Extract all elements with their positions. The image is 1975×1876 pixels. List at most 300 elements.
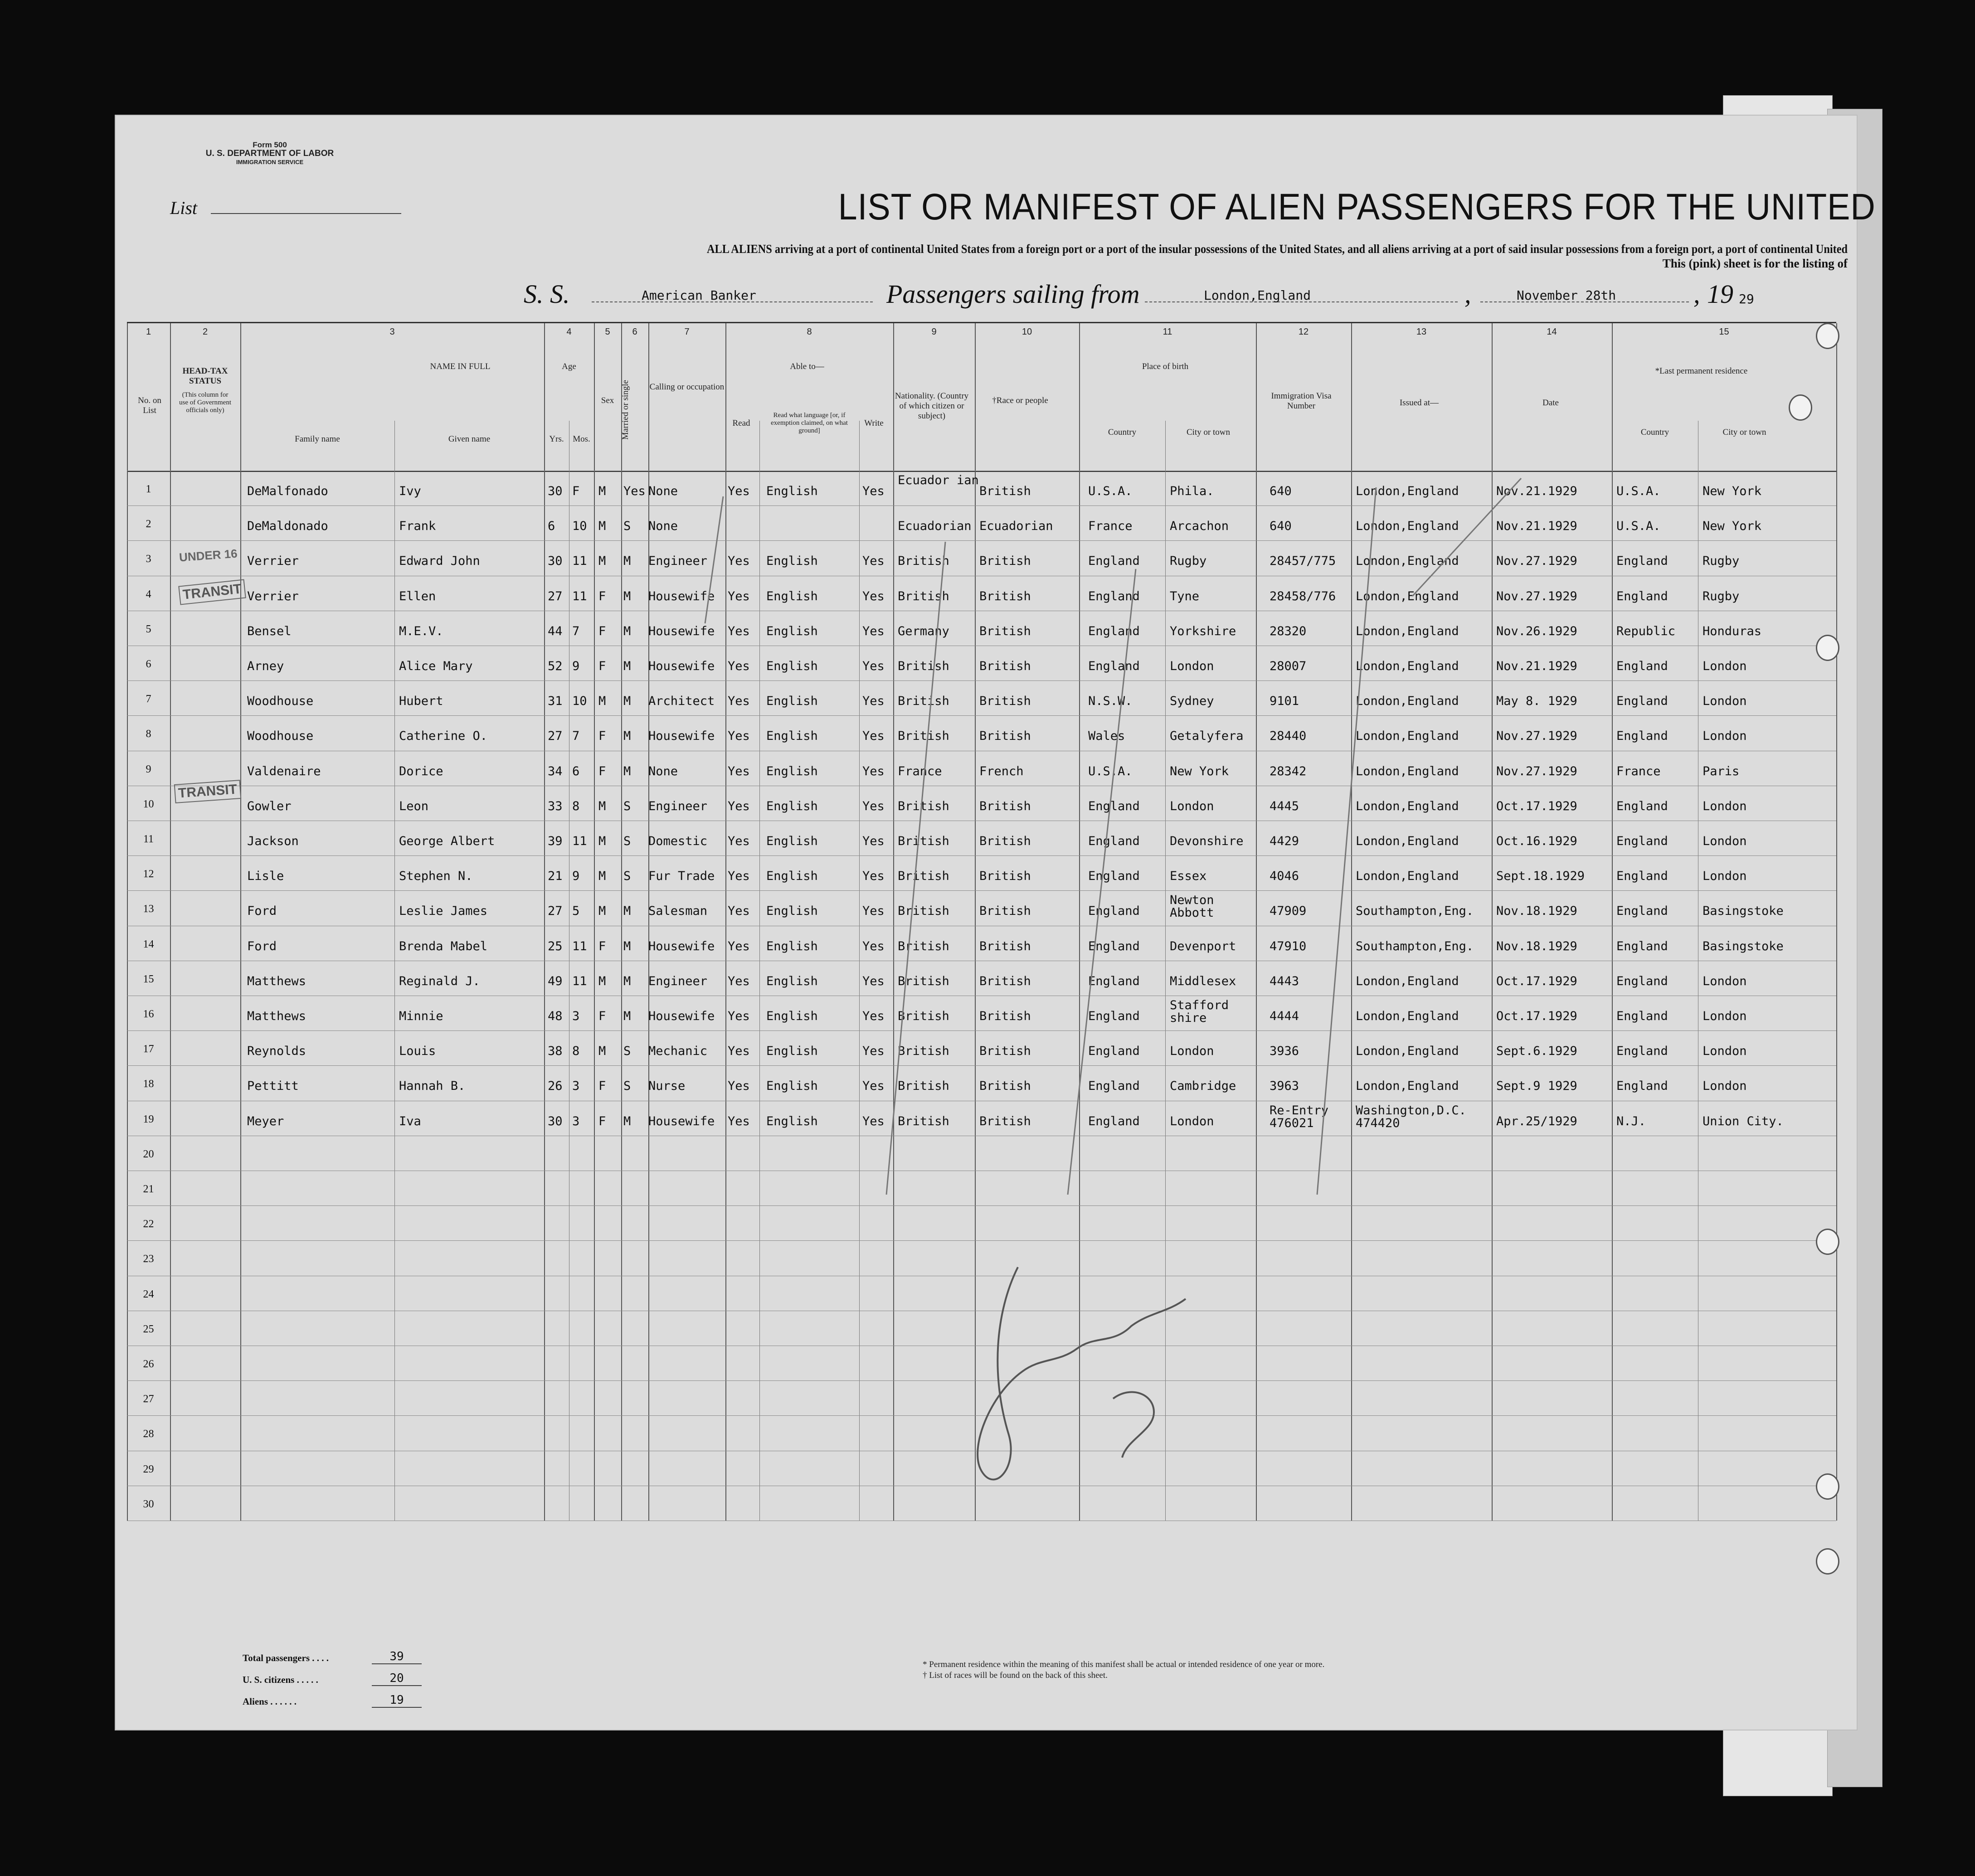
page-title: LIST OR MANIFEST OF ALIEN PASSENGERS FOR THE UNITED — [838, 186, 1876, 228]
age-months-cell: 11 — [572, 589, 587, 603]
column-rule — [1612, 323, 1613, 1521]
age-months-cell: 11 — [572, 974, 587, 988]
us-citizens-label: U. S. citizens . . . . . — [243, 1674, 318, 1685]
total-passengers-value: 39 — [372, 1650, 422, 1664]
age-years-cell: 48 — [548, 1009, 563, 1023]
row-number: 27 — [143, 1393, 154, 1405]
nationality-cell: British — [898, 1009, 949, 1023]
birth-country-cell: England — [1088, 1114, 1140, 1128]
read-language-cell: English — [766, 694, 818, 709]
birth-country-cell: U.S.A. — [1088, 764, 1133, 778]
birth-city-cell: Phila. — [1170, 484, 1214, 498]
issue-date-cell: Nov.21.1929 — [1496, 484, 1577, 498]
sex-cell: F — [598, 1079, 606, 1094]
read-language-cell: English — [766, 869, 818, 884]
birth-country-cell: England — [1088, 589, 1140, 603]
occupation-cell: Fur Trade — [648, 869, 715, 884]
visa-number-cell: 4443 — [1270, 974, 1299, 988]
row-number: 11 — [143, 833, 154, 845]
row-number: 8 — [146, 728, 151, 740]
issue-date-cell: Apr.25/1929 — [1496, 1114, 1577, 1128]
visa-number-cell: 28342 — [1270, 764, 1307, 778]
birth-country-cell: N.S.W. — [1088, 694, 1133, 709]
row-rule — [127, 1205, 1836, 1206]
read-language-cell: English — [766, 624, 818, 638]
can-read-cell: Yes — [728, 799, 750, 813]
residence-city-cell: Union City. — [1703, 1114, 1784, 1128]
header-date: Date — [1542, 398, 1559, 408]
column-number: 10 — [1022, 327, 1032, 337]
visa-number-cell: 9101 — [1270, 694, 1299, 709]
read-language-cell: English — [766, 659, 818, 673]
residence-city-cell: Rugby — [1703, 554, 1740, 569]
nationality-cell: British — [898, 974, 949, 988]
can-write-cell: Yes — [862, 1044, 885, 1059]
age-months-cell: F — [572, 484, 580, 498]
read-language-cell: English — [766, 764, 818, 778]
column-number: 3 — [389, 327, 395, 337]
age-years-cell: 44 — [548, 624, 563, 638]
issue-date-cell: Nov.27.1929 — [1496, 589, 1577, 603]
marital-status-cell: M — [623, 904, 631, 919]
can-read-cell: Yes — [728, 869, 750, 884]
issue-date-cell: Nov.21.1929 — [1496, 659, 1577, 673]
residence-country-cell: U.S.A. — [1616, 484, 1661, 498]
residence-city-cell: London — [1703, 1009, 1747, 1023]
nationality-cell: British — [898, 694, 949, 709]
residence-country-cell: England — [1616, 904, 1668, 919]
row-number: 19 — [143, 1113, 154, 1125]
occupation-cell: Engineer — [648, 554, 708, 569]
race-cell: French — [979, 764, 1024, 778]
issued-at-cell: London,England — [1356, 589, 1459, 603]
marital-status-cell: M — [623, 554, 631, 569]
occupation-cell: None — [648, 764, 678, 778]
age-months-cell: 9 — [572, 869, 580, 884]
birth-city-cell: Getalyfera — [1170, 729, 1244, 744]
sex-cell: M — [598, 834, 606, 848]
residence-country-cell: England — [1616, 939, 1668, 953]
residence-country-cell: France — [1616, 764, 1661, 778]
column-number: 5 — [605, 327, 610, 337]
footnote-residence: * Permanent residence within the meaning of this manifest shall be actual or intended residence of one year or more. — [923, 1660, 1325, 1669]
residence-city-cell: London — [1703, 1079, 1747, 1094]
issued-at-cell: London,England — [1356, 624, 1459, 638]
given-name-cell: Stephen N. — [399, 869, 473, 884]
binder-hole — [1816, 1229, 1839, 1255]
sex-cell: F — [598, 624, 606, 638]
family-name-cell: Matthews — [247, 974, 306, 988]
family-name-cell: Arney — [247, 659, 284, 673]
occupation-cell: Salesman — [648, 904, 708, 919]
issue-date-cell: Sept.6.1929 — [1496, 1044, 1577, 1059]
manifest-table — [127, 322, 1836, 1593]
can-read-cell: Yes — [728, 484, 750, 498]
race-cell: British — [979, 484, 1031, 498]
birth-country-cell: England — [1088, 904, 1140, 919]
visa-number-cell: 640 — [1270, 484, 1292, 498]
subtitle-line-2: This (pink) sheet is for the listing of — [1662, 257, 1848, 270]
family-name-cell: Gowler — [247, 799, 292, 813]
race-cell: British — [979, 729, 1031, 744]
birth-city-cell: Rugby — [1170, 554, 1207, 569]
sex-cell: M — [598, 484, 606, 498]
age-months-cell: 8 — [572, 799, 580, 813]
residence-country-cell: England — [1616, 589, 1668, 603]
column-number: 11 — [1163, 327, 1172, 337]
header-head-tax-note: (This column for use of Government officials only) — [179, 391, 231, 414]
year-suffix: 29 — [1739, 292, 1754, 306]
residence-country-cell: England — [1616, 974, 1668, 988]
issued-at-cell: Southampton,Eng. — [1356, 904, 1474, 919]
sex-cell: M — [598, 904, 606, 919]
read-language-cell: English — [766, 554, 818, 569]
age-years-cell: 25 — [548, 939, 563, 953]
issued-at-cell: London,England — [1356, 729, 1459, 744]
manifest-sheet — [116, 116, 1876, 1730]
header-birth-city: City or town — [1186, 428, 1231, 437]
read-language-cell: English — [766, 589, 818, 603]
issued-at-cell: London,England — [1356, 764, 1459, 778]
header-birth-country: Country — [1108, 428, 1137, 437]
age-years-cell: 38 — [548, 1044, 563, 1059]
column-number: 6 — [632, 327, 637, 337]
header-age: Age — [562, 362, 576, 371]
occupation-cell: Mechanic — [648, 1044, 708, 1059]
can-read-cell: Yes — [728, 1009, 750, 1023]
issue-date-cell: Oct.16.1929 — [1496, 834, 1577, 848]
nationality-cell: British — [898, 869, 949, 884]
header-no-on-list: No. on List — [138, 396, 161, 415]
header-visa-number: Immigration Visa Number — [1271, 391, 1332, 411]
row-number: 29 — [143, 1463, 154, 1475]
nationality-cell: British — [898, 554, 949, 569]
visa-number-cell: 3963 — [1270, 1079, 1299, 1094]
birth-city-cell: Yorkshire — [1170, 624, 1236, 638]
birth-country-cell: England — [1088, 659, 1140, 673]
header-given-name: Given name — [448, 434, 491, 444]
row-rule — [127, 1065, 1836, 1066]
marital-status-cell: Yes — [623, 484, 646, 498]
read-language-cell: English — [766, 484, 818, 498]
nationality-cell: British — [898, 904, 949, 919]
birth-city-cell: London — [1170, 799, 1214, 813]
marital-status-cell: S — [623, 519, 631, 534]
column-number: 2 — [202, 327, 208, 337]
column-rule — [893, 323, 894, 1521]
can-read-cell: Yes — [728, 904, 750, 919]
family-name-cell: Lisle — [247, 869, 284, 884]
nationality-cell: British — [898, 799, 949, 813]
column-rule — [170, 323, 171, 1521]
birth-city-cell: Newton Abbott — [1170, 893, 1214, 920]
header-family-name: Family name — [295, 434, 340, 444]
age-months-cell: 8 — [572, 1044, 580, 1059]
row-rule — [127, 1240, 1836, 1241]
sex-cell: F — [598, 659, 606, 673]
age-months-cell: 3 — [572, 1009, 580, 1023]
family-name-cell: Verrier — [247, 554, 299, 569]
age-months-cell: 7 — [572, 624, 580, 638]
residence-country-cell: U.S.A. — [1616, 519, 1661, 534]
nationality-cell: Germany — [898, 624, 949, 638]
marital-status-cell: S — [623, 1044, 631, 1059]
given-name-cell: George Albert — [399, 834, 495, 848]
marital-status-cell: S — [623, 1079, 631, 1094]
issued-at-cell: London,England — [1356, 659, 1459, 673]
sub-column-rule — [394, 421, 395, 1521]
issue-date-cell: Oct.17.1929 — [1496, 974, 1577, 988]
can-read-cell: Yes — [728, 729, 750, 744]
stamp-under-16: UNDER 16 — [179, 546, 238, 564]
occupation-cell: Engineer — [648, 974, 708, 988]
given-name-cell: Leon — [399, 799, 429, 813]
can-read-cell: Yes — [728, 834, 750, 848]
visa-number-cell: 4046 — [1270, 869, 1299, 884]
form-identifier — [179, 141, 360, 166]
birth-country-cell: Wales — [1088, 729, 1125, 744]
row-number: 16 — [143, 1008, 154, 1020]
visa-number-cell: 4445 — [1270, 799, 1299, 813]
age-years-cell: 27 — [548, 729, 563, 744]
header-write: Write — [864, 418, 884, 428]
issued-at-cell: London,England — [1356, 1079, 1459, 1094]
age-months-cell: 11 — [572, 939, 587, 953]
issued-at-cell: London,England — [1356, 1044, 1459, 1059]
race-cell: British — [979, 659, 1031, 673]
birth-city-cell: Devenport — [1170, 939, 1236, 953]
row-number: 10 — [143, 798, 154, 810]
age-months-cell: 3 — [572, 1114, 580, 1128]
birth-country-cell: England — [1088, 1009, 1140, 1023]
age-years-cell: 30 — [548, 554, 563, 569]
birth-country-cell: France — [1088, 519, 1133, 534]
visa-number-cell: 28457/775 — [1270, 554, 1336, 569]
residence-city-cell: London — [1703, 694, 1747, 709]
binder-hole — [1816, 323, 1839, 349]
age-years-cell: 21 — [548, 869, 563, 884]
issue-date-cell: Sept.9 1929 — [1496, 1079, 1577, 1094]
residence-country-cell: England — [1616, 799, 1668, 813]
age-months-cell: 11 — [572, 834, 587, 848]
age-years-cell: 34 — [548, 764, 563, 778]
issue-date-cell: Nov.27.1929 — [1496, 764, 1577, 778]
nationality-cell: France — [898, 764, 942, 778]
column-rule — [648, 323, 649, 1521]
marital-status-cell: M — [623, 939, 631, 953]
birth-city-cell: London — [1170, 1044, 1214, 1059]
column-rule — [1256, 323, 1257, 1521]
birth-country-cell: England — [1088, 624, 1140, 638]
read-language-cell: English — [766, 834, 818, 848]
birth-country-cell: England — [1088, 554, 1140, 569]
aliens-label: Aliens . . . . . . — [243, 1696, 297, 1707]
can-write-cell: Yes — [862, 904, 885, 919]
header-last-residence: *Last permanent residence — [1655, 366, 1748, 376]
occupation-cell: Architect — [648, 694, 715, 709]
row-number: 2 — [146, 518, 151, 530]
residence-country-cell: England — [1616, 1044, 1668, 1059]
comma-2: , — [1693, 279, 1700, 309]
issue-date-cell: Nov.27.1929 — [1496, 554, 1577, 569]
nationality-cell: British — [898, 834, 949, 848]
occupation-cell: Domestic — [648, 834, 708, 848]
marital-status-cell: M — [623, 1114, 631, 1128]
residence-city-cell: Honduras — [1703, 624, 1762, 638]
ss-label: S. S. — [524, 279, 570, 309]
residence-city-cell: New York — [1703, 484, 1762, 498]
issued-at-cell: London,England — [1356, 1009, 1459, 1023]
column-number: 1 — [146, 327, 151, 337]
visa-number-cell: 4429 — [1270, 834, 1299, 848]
race-cell: British — [979, 974, 1031, 988]
footnotes — [923, 1659, 1324, 1681]
departure-port: London,England — [1204, 288, 1311, 303]
marital-status-cell: S — [623, 799, 631, 813]
sex-cell: F — [598, 589, 606, 603]
family-name-cell: Jackson — [247, 834, 299, 848]
occupation-cell: Housewife — [648, 624, 715, 638]
occupation-cell: None — [648, 519, 678, 534]
nationality-cell: British — [898, 659, 949, 673]
given-name-cell: Ivy — [399, 484, 421, 498]
residence-city-cell: London — [1703, 869, 1747, 884]
header-nationality: Nationality. (Country of which citizen or subject) — [895, 391, 969, 421]
residence-country-cell: Republic — [1616, 624, 1676, 638]
department-name: U. S. DEPARTMENT OF LABOR — [205, 149, 334, 158]
can-write-cell: Yes — [862, 589, 885, 603]
service-name: IMMIGRATION SERVICE — [236, 159, 304, 165]
issue-date-cell: Nov.26.1929 — [1496, 624, 1577, 638]
column-rule — [240, 323, 241, 1521]
row-number: 7 — [146, 693, 151, 705]
race-cell: British — [979, 834, 1031, 848]
residence-city-cell: New York — [1703, 519, 1762, 534]
form-number: Form 500 — [253, 141, 287, 149]
can-write-cell: Yes — [862, 834, 885, 848]
row-rule — [127, 715, 1836, 716]
race-cell: British — [979, 1079, 1031, 1094]
table-header — [127, 323, 1836, 472]
residence-country-cell: England — [1616, 1009, 1668, 1023]
read-language-cell: English — [766, 939, 818, 953]
header-res-country: Country — [1640, 428, 1669, 437]
comma-1: , — [1464, 279, 1471, 309]
binder-hole — [1816, 1548, 1839, 1575]
issued-at-cell: London,England — [1356, 799, 1459, 813]
row-rule — [127, 1415, 1836, 1416]
age-months-cell: 10 — [572, 519, 587, 534]
race-cell: British — [979, 869, 1031, 884]
can-write-cell: Yes — [862, 764, 885, 778]
age-years-cell: 52 — [548, 659, 563, 673]
sex-cell: M — [598, 1044, 606, 1059]
family-name-cell: Woodhouse — [247, 729, 314, 744]
residence-country-cell: England — [1616, 554, 1668, 569]
issue-date-cell: Oct.17.1929 — [1496, 1009, 1577, 1023]
can-write-cell: Yes — [862, 1079, 885, 1094]
column-number: 15 — [1719, 327, 1729, 337]
nationality-cell: Ecuador ian — [898, 473, 979, 487]
row-number: 12 — [143, 868, 154, 880]
row-number: 9 — [146, 763, 151, 775]
column-number: 8 — [807, 327, 812, 337]
sex-cell: M — [598, 694, 606, 709]
header-race: †Race or people — [992, 396, 1048, 405]
marital-status-cell: M — [623, 694, 631, 709]
can-write-cell: Yes — [862, 554, 885, 569]
age-months-cell: 10 — [572, 694, 587, 709]
family-name-cell: Ford — [247, 904, 277, 919]
sailing-date: November 28th — [1517, 288, 1616, 303]
residence-city-cell: Rugby — [1703, 589, 1740, 603]
birth-country-cell: England — [1088, 869, 1140, 884]
residence-city-cell: London — [1703, 659, 1747, 673]
given-name-cell: Edward John — [399, 554, 480, 569]
column-rule — [1492, 323, 1493, 1521]
sex-cell: F — [598, 764, 606, 778]
column-number: 13 — [1416, 327, 1427, 337]
nationality-cell: British — [898, 1044, 949, 1059]
sex-cell: M — [598, 519, 606, 534]
sex-cell: F — [598, 1114, 606, 1128]
residence-city-cell: London — [1703, 729, 1747, 744]
birth-city-cell: London — [1170, 659, 1214, 673]
read-language-cell: English — [766, 799, 818, 813]
can-read-cell: Yes — [728, 659, 750, 673]
occupation-cell: None — [648, 484, 678, 498]
can-write-cell: Yes — [862, 694, 885, 709]
header-mos: Mos. — [573, 434, 590, 444]
row-number: 20 — [143, 1148, 154, 1160]
can-read-cell: Yes — [728, 1114, 750, 1128]
header-place-of-birth: Place of birth — [1142, 362, 1189, 371]
read-language-cell: English — [766, 1009, 818, 1023]
race-cell: British — [979, 694, 1031, 709]
residence-city-cell: London — [1703, 1044, 1747, 1059]
age-months-cell: 6 — [572, 764, 580, 778]
issue-date-cell: Nov.18.1929 — [1496, 939, 1577, 953]
issued-at-cell: London,England — [1356, 484, 1459, 498]
residence-city-cell: Paris — [1703, 764, 1740, 778]
marital-status-cell: M — [623, 729, 631, 744]
given-name-cell: Reginald J. — [399, 974, 480, 988]
can-write-cell: Yes — [862, 974, 885, 988]
row-number: 4 — [146, 588, 151, 600]
issue-date-cell: Oct.17.1929 — [1496, 799, 1577, 813]
birth-city-cell: Arcachon — [1170, 519, 1229, 534]
row-number: 24 — [143, 1288, 154, 1300]
row-number: 5 — [146, 623, 151, 635]
read-language-cell: English — [766, 904, 818, 919]
age-years-cell: 49 — [548, 974, 563, 988]
can-write-cell: Yes — [862, 624, 885, 638]
marital-status-cell: S — [623, 869, 631, 884]
birth-country-cell: U.S.A. — [1088, 484, 1133, 498]
year-prefix: 19 — [1707, 279, 1733, 309]
visa-number-cell: 28320 — [1270, 624, 1307, 638]
age-years-cell: 30 — [548, 1114, 563, 1128]
given-name-cell: Leslie James — [399, 904, 488, 919]
birth-city-cell: Sydney — [1170, 694, 1214, 709]
row-number: 14 — [143, 938, 154, 950]
can-read-cell: Yes — [728, 554, 750, 569]
residence-country-cell: N.J. — [1616, 1114, 1646, 1128]
header-read-language: Read what language [or, if exemption claimed, on what ground] — [771, 412, 848, 434]
given-name-cell: M.E.V. — [399, 624, 443, 638]
nationality-cell: British — [898, 729, 949, 744]
race-cell: British — [979, 1114, 1031, 1128]
